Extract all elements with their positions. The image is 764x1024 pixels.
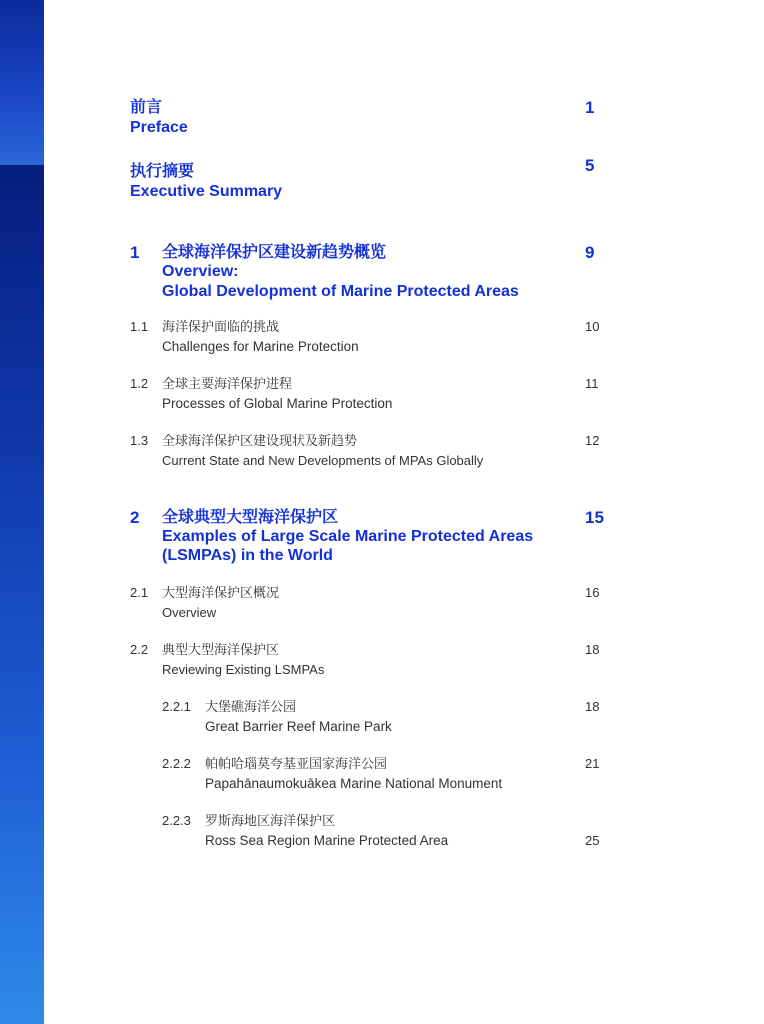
toc-chapter-1[interactable]	[130, 243, 610, 303]
chapter-2-page-number: 15	[585, 508, 604, 527]
chapter-1-title-zh: 全球海洋保护区建设新趋势概览	[162, 244, 387, 261]
subsection-2-2-2-number: 2.2.2	[162, 756, 191, 771]
subsection-2-2-1-page-number: 18	[585, 699, 600, 714]
toc-subsection-2-2-3[interactable]	[130, 811, 610, 851]
chapter-2-title-zh: 全球典型大型海洋保护区	[162, 509, 339, 526]
executive-summary-title-zh: 执行摘要	[130, 163, 195, 180]
toc-section-1-3[interactable]	[130, 431, 610, 471]
subsection-2-2-3-page-number: 25	[585, 833, 600, 848]
section-2-2-number: 2.2	[130, 642, 149, 657]
toc-section-2-2[interactable]	[130, 640, 610, 680]
subsection-2-2-3-title-zh: 罗斯海地区海洋保护区	[205, 813, 336, 828]
subsection-2-2-1-title-en: Great Barrier Reef Marine Park	[205, 719, 392, 734]
section-1-2-number: 1.2	[130, 376, 149, 391]
subsection-2-2-2-title-en: Papahānaumokuākea Marine National Monument	[205, 776, 503, 791]
section-1-1-page-number: 10	[585, 319, 600, 334]
subsection-2-2-3-title-en: Ross Sea Region Marine Protected Area	[205, 833, 449, 848]
preface-title-en: Preface	[130, 119, 188, 136]
section-1-2-title-zh: 全球主要海洋保护进程	[162, 376, 293, 391]
toc-entry-preface[interactable]	[130, 98, 610, 142]
toc-section-1-1[interactable]	[130, 317, 610, 357]
section-1-2-title-en: Processes of Global Marine Protection	[162, 396, 393, 411]
toc-section-2-1[interactable]	[130, 583, 610, 623]
toc-entry-executive-summary[interactable]	[130, 156, 610, 206]
subsection-2-2-3-number: 2.2.3	[162, 813, 191, 828]
section-2-1-title-en: Overview	[162, 605, 217, 620]
executive-summary-page-number: 5	[585, 156, 595, 175]
chapter-1-title-en-line2: Global Development of Marine Protected Areas	[162, 283, 519, 300]
subsection-2-2-1-title-zh: 大堡礁海洋公园	[205, 699, 297, 714]
subsection-2-2-1-number: 2.2.1	[162, 699, 191, 714]
section-2-2-title-zh: 典型大型海洋保护区	[162, 642, 280, 657]
toc-chapter-2[interactable]	[130, 508, 610, 568]
section-2-2-page-number: 18	[585, 642, 600, 657]
chapter-1-title-en-line1: Overview:	[162, 263, 239, 280]
toc-section-1-2[interactable]	[130, 374, 610, 414]
section-1-1-title-zh: 海洋保护面临的挑战	[162, 319, 280, 334]
chapter-1-number: 1	[130, 243, 140, 262]
executive-summary-title-en: Executive Summary	[130, 183, 283, 200]
chapter-2-title-en-line1: Examples of Large Scale Marine Protected Areas	[162, 528, 534, 545]
subsection-2-2-2-title-zh: 帕帕哈瑙莫夸基亚国家海洋公园	[205, 756, 388, 771]
preface-page-number: 1	[585, 98, 595, 117]
section-2-2-title-en: Reviewing Existing LSMPAs	[162, 662, 325, 677]
section-1-2-page-number: 11	[585, 376, 599, 391]
toc-subsection-2-2-1[interactable]	[130, 697, 610, 737]
subsection-2-2-2-page-number: 21	[585, 756, 600, 771]
toc-subsection-2-2-2[interactable]	[130, 754, 610, 794]
chapter-2-title-en-line2: (LSMPAs) in the World	[162, 547, 333, 564]
preface-title-zh: 前言	[130, 99, 163, 116]
section-2-1-number: 2.1	[130, 585, 149, 600]
section-2-1-page-number: 16	[585, 585, 600, 600]
section-2-1-title-zh: 大型海洋保护区概况	[162, 585, 280, 600]
section-1-3-page-number: 12	[585, 433, 600, 448]
section-1-3-number: 1.3	[130, 433, 149, 448]
section-1-3-title-zh: 全球海洋保护区建设现状及新趋势	[162, 433, 358, 448]
section-1-1-title-en: Challenges for Marine Protection	[162, 339, 359, 354]
section-1-1-number: 1.1	[130, 319, 149, 334]
chapter-2-number: 2	[130, 508, 140, 527]
chapter-1-page-number: 9	[585, 243, 595, 262]
section-1-3-title-en: Current State and New Developments of MPAs Globally	[162, 453, 484, 468]
